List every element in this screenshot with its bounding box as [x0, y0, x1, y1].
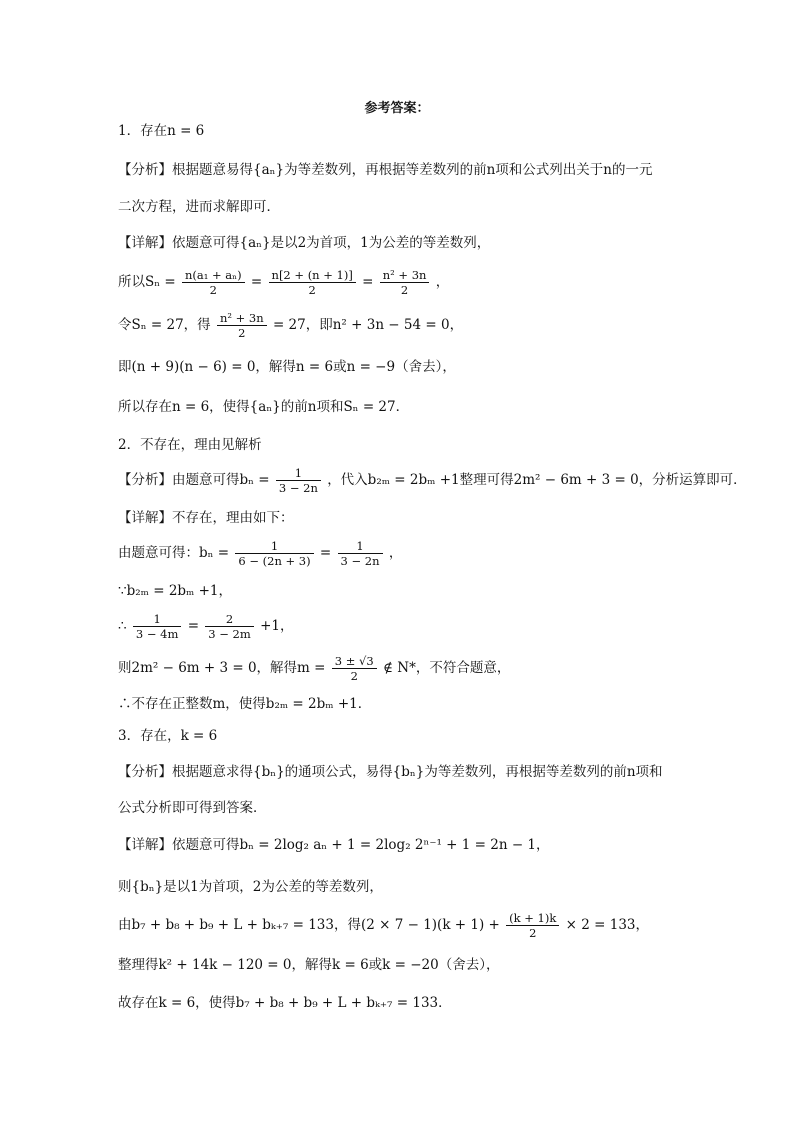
- q2-analysis: [118, 466, 747, 495]
- q1-analysis-line2: 二次方程，进而求解即可．: [118, 199, 280, 215]
- frac-denominator: 2: [209, 283, 217, 297]
- frac-denominator: 2: [308, 283, 316, 297]
- frac-denominator: 2: [350, 669, 358, 683]
- q1-detail-line3: [118, 311, 463, 340]
- q3-detail-line5: 故存在k = 6，使得b₇ + b₈ + b₉ + L + bₖ₊₇ = 133．: [118, 995, 452, 1011]
- q3-answer: 3．存在，k = 6: [118, 728, 218, 744]
- frac-numerator: n[2 + (n + 1)]: [269, 268, 356, 283]
- q1-let-suffix: = 27，即n² + 3n − 54 = 0，: [272, 317, 464, 333]
- q1-sn-prefix: 所以Sₙ =: [118, 274, 176, 290]
- frac-numerator: n(a₁ + aₙ): [182, 268, 245, 283]
- q3-analysis-line1: 【分析】根据题意求得{bₙ}的通项公式，易得{bₙ}为等差数列，再根据等差数列的前n项和: [118, 764, 663, 780]
- q1-detail-line2: [118, 268, 449, 297]
- q1-detail-line4: 即(n + 9)(n − 6) = 0，解得n = 6或n = −9（舍去），: [118, 359, 456, 375]
- q3-detail-line1: 【详解】依题意可得bₙ = 2log₂ aₙ + 1 = 2log₂ 2ⁿ⁻¹ + 1 = 2n − 1，: [118, 837, 550, 853]
- equals-sign: =: [250, 274, 263, 290]
- frac-denominator: 2: [529, 926, 537, 940]
- q1-let-prefix: 令Sₙ = 27，得: [118, 317, 211, 333]
- frac-numerator: n² + 3n: [380, 268, 430, 283]
- q1-fraction-3: [380, 268, 430, 297]
- frac-denominator: 3 − 2m: [208, 627, 251, 641]
- q3-detail-line3: [118, 911, 649, 940]
- frac-numerator: n² + 3n: [217, 311, 267, 326]
- q1-fraction-2: [269, 268, 356, 297]
- q2-answer: 2．不存在，理由见解析: [118, 437, 262, 453]
- equals-sign: =: [319, 545, 332, 561]
- q1-analysis-line1: 【分析】根据题意易得{aₙ}为等差数列，再根据等差数列的前n项和公式列出关于n的一元: [118, 162, 653, 178]
- frac-denominator: 6 − (2n + 3): [238, 554, 311, 568]
- q2-fraction-1: [276, 466, 321, 495]
- frac-denominator: 3 − 2n: [278, 481, 318, 495]
- q3-sum-prefix: 由b₇ + b₈ + b₉ + L + bₖ₊₇ = 133，得(2 × 7 − 1)(k + 1) +: [118, 917, 500, 933]
- q3-detail-line4: 整理得k² + 14k − 120 = 0，解得k = 6或k = −20（舍去），: [118, 957, 500, 973]
- equals-sign: =: [187, 618, 199, 634]
- frac-numerator: 2: [205, 612, 254, 627]
- q2-solve-suffix: ∉ N*，不符合题意，: [382, 660, 511, 676]
- q2-detail-line4: [118, 612, 294, 641]
- q2-detail-line1: 【详解】不存在，理由如下：: [118, 510, 294, 526]
- q1-detail-line5: 所以存在n = 6，使得{aₙ}的前n项和Sₙ = 27．: [118, 399, 410, 415]
- q2-bn-suffix: ，: [388, 545, 403, 561]
- q2-bn-prefix: 由题意可得：bₙ =: [118, 545, 230, 561]
- page-title: 参考答案：: [364, 101, 430, 116]
- q3-fraction-1: [506, 911, 559, 940]
- q1-answer: 1．存在n = 6: [118, 123, 205, 139]
- q1-fraction-4: [217, 311, 267, 340]
- q3-sum-suffix: × 2 = 133，: [565, 917, 649, 933]
- frac-numerator: 1: [133, 612, 182, 627]
- q2-fraction-4: [133, 612, 182, 641]
- frac-numerator: 1: [235, 539, 313, 554]
- q2-analysis-suffix: ，代入b₂ₘ = 2bₘ +1整理可得2m² − 6m + 3 = 0，分析运算即可．: [327, 472, 747, 488]
- q2-fraction-5: [205, 612, 254, 641]
- frac-numerator: 1: [338, 539, 383, 554]
- q2-detail-line5: [118, 654, 510, 683]
- q2-detail-line2: [118, 539, 402, 568]
- frac-numerator: (k + 1)k: [506, 911, 559, 926]
- q1-sn-suffix: ，: [435, 274, 450, 290]
- q2-fraction-6: [332, 654, 377, 683]
- q2-fraction-3: [338, 539, 383, 568]
- q2-detail-line6: ∴不存在正整数m，使得b₂ₘ = 2bₘ +1．: [118, 696, 372, 712]
- q3-detail-line2: 则{bₙ}是以1为首项，2为公差的等差数列，: [118, 879, 383, 895]
- q2-therefore-prefix: ∴: [118, 618, 127, 634]
- q2-analysis-prefix: 【分析】由题意可得bₙ =: [118, 472, 270, 488]
- q1-fraction-1: [182, 268, 245, 297]
- q2-fraction-2: [235, 539, 313, 568]
- frac-numerator: 1: [276, 466, 321, 481]
- frac-denominator: 2: [400, 283, 409, 297]
- frac-denominator: 2: [238, 326, 246, 340]
- q1-detail-line1: 【详解】依题意可得{aₙ}是以2为首项，1为公差的等差数列，: [118, 235, 491, 251]
- frac-denominator: 3 − 2n: [340, 554, 380, 568]
- q2-detail-line3: ∵b₂ₘ = 2bₘ +1，: [118, 583, 233, 599]
- frac-numerator: 3 ± √3: [332, 654, 377, 669]
- q3-analysis-line2: 公式分析即可得到答案．: [118, 800, 267, 816]
- equals-sign: =: [362, 274, 374, 290]
- frac-denominator: 3 − 4m: [135, 627, 179, 641]
- q2-therefore-suffix: +1，: [260, 618, 294, 634]
- q2-solve-prefix: 则2m² − 6m + 3 = 0，解得m =: [118, 660, 326, 676]
